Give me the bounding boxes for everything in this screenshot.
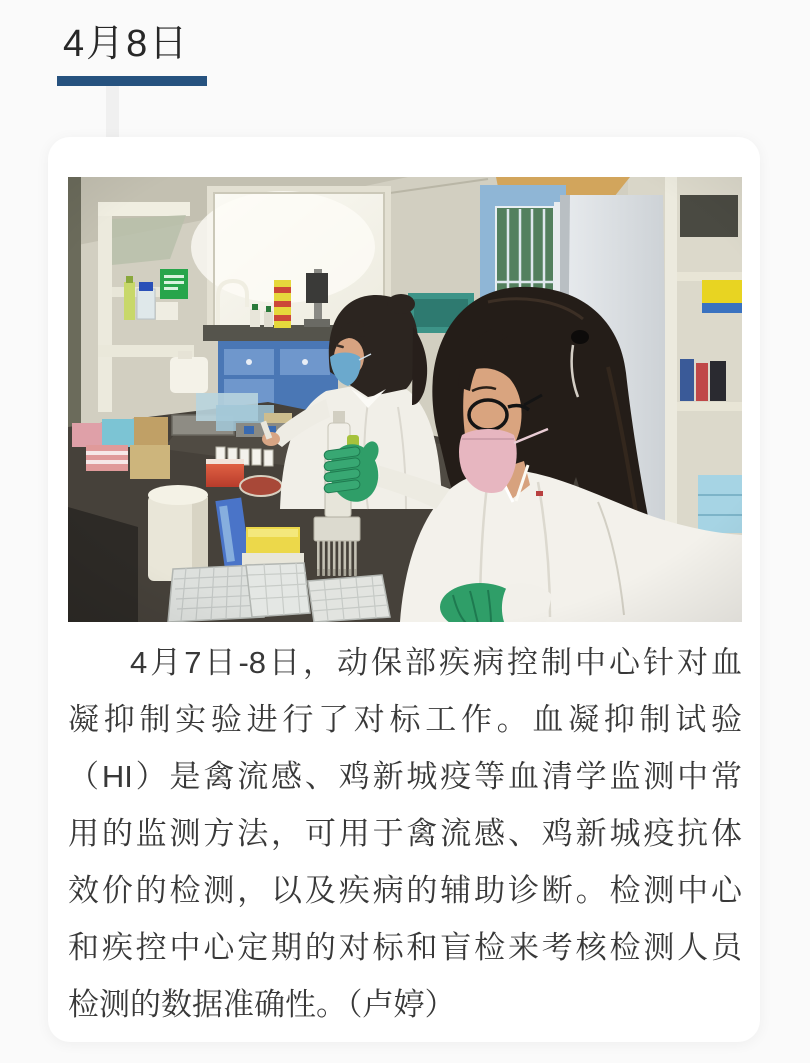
paragraph-line: 检测的数据准确性。（卢婷） [68, 987, 456, 1022]
paragraph-line: 和疾控中心定期的对标和盲检来考核检测人员 [68, 930, 742, 965]
date-heading: 4月8日 [63, 23, 190, 65]
paragraph-line: 4月7日-8日，动保部疾病控制中心针对血 [130, 645, 742, 680]
post-card [48, 137, 760, 1042]
paragraph-line: 效价的检测，以及疾病的辅助诊断。检测中心 [68, 873, 742, 908]
paragraph-line: （HI）是禽流感、鸡新城疫等血清学监测中常 [68, 759, 742, 794]
paragraph-line: 用的监测方法，可用于禽流感、鸡新城疫抗体 [68, 816, 742, 851]
timeline-connector [106, 86, 119, 138]
date-underline [57, 76, 207, 86]
paragraph-line: 凝抑制实验进行了对标工作。血凝抑制试验 [68, 702, 742, 737]
lab-photo-illustration [68, 177, 742, 622]
article-body [68, 634, 742, 1033]
article-photo [68, 177, 742, 622]
